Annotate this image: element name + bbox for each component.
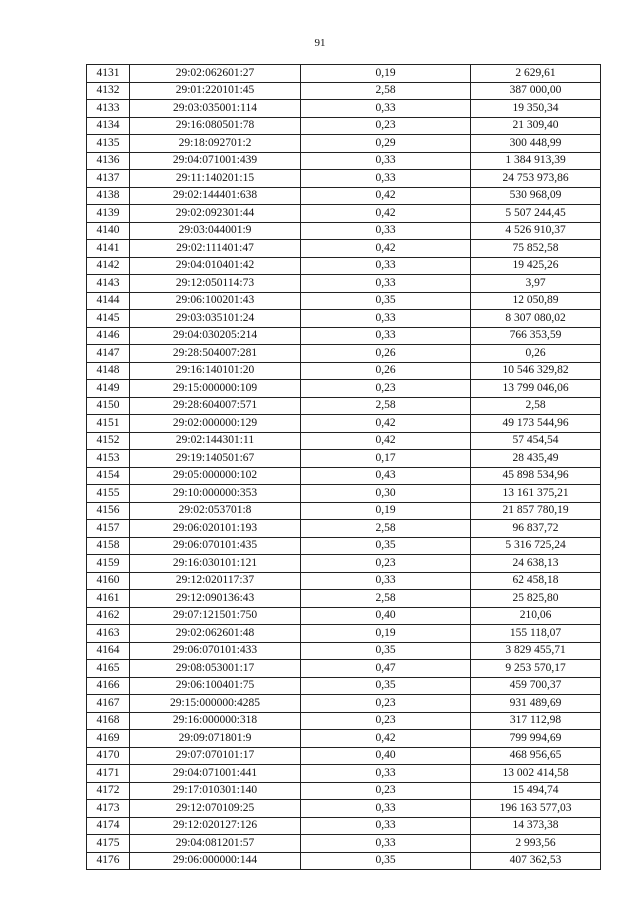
rate-cell: 0,23 <box>301 380 471 398</box>
table-row <box>87 485 601 503</box>
table-row <box>87 275 601 293</box>
row-number-cell: 4156 <box>87 502 130 520</box>
cadastral-number-cell: 29:06:100201:43 <box>130 292 301 310</box>
amount-cell: 155 118,07 <box>471 625 601 643</box>
row-number-cell: 4135 <box>87 135 130 153</box>
rate-cell: 0,40 <box>301 607 471 625</box>
page-number: 91 <box>314 37 326 49</box>
table-body <box>87 65 601 870</box>
table-row <box>87 800 601 818</box>
amount-cell: 21 857 780,19 <box>471 502 601 520</box>
rate-cell: 0,33 <box>301 817 471 835</box>
amount-cell: 3,97 <box>471 275 601 293</box>
cadastral-number-cell: 29:02:053701:8 <box>130 502 301 520</box>
rate-cell: 0,33 <box>301 800 471 818</box>
table-row <box>87 152 601 170</box>
cadastral-number-cell: 29:12:070109:25 <box>130 800 301 818</box>
amount-cell: 2,58 <box>471 397 601 415</box>
rate-cell: 0,42 <box>301 730 471 748</box>
cadastral-number-cell: 29:12:020117:37 <box>130 572 301 590</box>
row-number-cell: 4170 <box>87 747 130 765</box>
row-number-cell: 4134 <box>87 117 130 135</box>
rate-cell: 0,23 <box>301 555 471 573</box>
amount-cell: 13 002 414,58 <box>471 765 601 783</box>
table-row <box>87 187 601 205</box>
row-number-cell: 4140 <box>87 222 130 240</box>
table-row <box>87 117 601 135</box>
amount-cell: 19 350,34 <box>471 100 601 118</box>
amount-cell: 2 629,61 <box>471 65 601 83</box>
table-row <box>87 695 601 713</box>
amount-cell: 210,06 <box>471 607 601 625</box>
amount-cell: 15 494,74 <box>471 782 601 800</box>
amount-cell: 4 526 910,37 <box>471 222 601 240</box>
row-number-cell: 4137 <box>87 170 130 188</box>
table-row <box>87 625 601 643</box>
rate-cell: 0,33 <box>301 835 471 853</box>
rate-cell: 0,29 <box>301 135 471 153</box>
rate-cell: 0,47 <box>301 660 471 678</box>
row-number-cell: 4174 <box>87 817 130 835</box>
amount-cell: 75 852,58 <box>471 240 601 258</box>
amount-cell: 530 968,09 <box>471 187 601 205</box>
rate-cell: 2,58 <box>301 520 471 538</box>
table-row <box>87 817 601 835</box>
cadastral-number-cell: 29:04:081201:57 <box>130 835 301 853</box>
table-row <box>87 450 601 468</box>
cadastral-number-cell: 29:02:144301:11 <box>130 432 301 450</box>
table-row <box>87 100 601 118</box>
row-number-cell: 4167 <box>87 695 130 713</box>
cadastral-number-cell: 29:04:030205:214 <box>130 327 301 345</box>
cadastral-number-cell: 29:08:053001:17 <box>130 660 301 678</box>
rate-cell: 0,42 <box>301 205 471 223</box>
row-number-cell: 4142 <box>87 257 130 275</box>
cadastral-number-cell: 29:09:071801:9 <box>130 730 301 748</box>
row-number-cell: 4133 <box>87 100 130 118</box>
row-number-cell: 4139 <box>87 205 130 223</box>
rate-cell: 0,33 <box>301 327 471 345</box>
rate-cell: 0,26 <box>301 345 471 363</box>
rate-cell: 0,40 <box>301 747 471 765</box>
rate-cell: 0,35 <box>301 852 471 870</box>
row-number-cell: 4176 <box>87 852 130 870</box>
table-row <box>87 415 601 433</box>
cadastral-number-cell: 29:02:111401:47 <box>130 240 301 258</box>
row-number-cell: 4131 <box>87 65 130 83</box>
cadastral-number-cell: 29:15:000000:4285 <box>130 695 301 713</box>
cadastral-number-cell: 29:16:140101:20 <box>130 362 301 380</box>
amount-cell: 10 546 329,82 <box>471 362 601 380</box>
amount-cell: 24 638,13 <box>471 555 601 573</box>
row-number-cell: 4147 <box>87 345 130 363</box>
amount-cell: 19 425,26 <box>471 257 601 275</box>
table-row <box>87 310 601 328</box>
row-number-cell: 4168 <box>87 712 130 730</box>
rate-cell: 2,58 <box>301 590 471 608</box>
row-number-cell: 4144 <box>87 292 130 310</box>
table-row <box>87 852 601 870</box>
cadastral-number-cell: 29:06:070101:435 <box>130 537 301 555</box>
rate-cell: 0,35 <box>301 292 471 310</box>
rate-cell: 0,23 <box>301 782 471 800</box>
row-number-cell: 4171 <box>87 765 130 783</box>
cadastral-number-cell: 29:06:070101:433 <box>130 642 301 660</box>
cadastral-number-cell: 29:07:121501:750 <box>130 607 301 625</box>
row-number-cell: 4159 <box>87 555 130 573</box>
table-row <box>87 135 601 153</box>
amount-cell: 24 753 973,86 <box>471 170 601 188</box>
row-number-cell: 4136 <box>87 152 130 170</box>
table-row <box>87 747 601 765</box>
rate-cell: 0,33 <box>301 310 471 328</box>
cadastral-number-cell: 29:11:140201:15 <box>130 170 301 188</box>
table-row <box>87 222 601 240</box>
cadastral-number-cell: 29:03:044001:9 <box>130 222 301 240</box>
table-row <box>87 380 601 398</box>
row-number-cell: 4138 <box>87 187 130 205</box>
rate-cell: 0,33 <box>301 152 471 170</box>
amount-cell: 13 161 375,21 <box>471 485 601 503</box>
rate-cell: 0,35 <box>301 642 471 660</box>
rate-cell: 0,23 <box>301 117 471 135</box>
cadastral-number-cell: 29:05:000000:102 <box>130 467 301 485</box>
cadastral-number-cell: 29:04:010401:42 <box>130 257 301 275</box>
row-number-cell: 4169 <box>87 730 130 748</box>
row-number-cell: 4152 <box>87 432 130 450</box>
amount-cell: 45 898 534,96 <box>471 467 601 485</box>
amount-cell: 468 956,65 <box>471 747 601 765</box>
data-table <box>86 64 601 870</box>
rate-cell: 0,26 <box>301 362 471 380</box>
rate-cell: 0,42 <box>301 415 471 433</box>
table-row <box>87 82 601 100</box>
rate-cell: 0,19 <box>301 65 471 83</box>
cadastral-number-cell: 29:10:000000:353 <box>130 485 301 503</box>
cadastral-number-cell: 29:19:140501:67 <box>130 450 301 468</box>
rate-cell: 2,58 <box>301 397 471 415</box>
rate-cell: 0,35 <box>301 677 471 695</box>
table-row <box>87 607 601 625</box>
rate-cell: 0,42 <box>301 432 471 450</box>
amount-cell: 799 994,69 <box>471 730 601 748</box>
cadastral-number-cell: 29:16:030101:121 <box>130 555 301 573</box>
rate-cell: 0,33 <box>301 572 471 590</box>
rate-cell: 0,17 <box>301 450 471 468</box>
table-row <box>87 730 601 748</box>
cadastral-number-cell: 29:02:062601:48 <box>130 625 301 643</box>
cadastral-number-cell: 29:12:090136:43 <box>130 590 301 608</box>
table-row <box>87 520 601 538</box>
amount-cell: 13 799 046,06 <box>471 380 601 398</box>
amount-cell: 57 454,54 <box>471 432 601 450</box>
rate-cell: 0,23 <box>301 712 471 730</box>
table-row <box>87 782 601 800</box>
amount-cell: 0,26 <box>471 345 601 363</box>
cadastral-number-cell: 29:01:220101:45 <box>130 82 301 100</box>
row-number-cell: 4149 <box>87 380 130 398</box>
rate-cell: 0,42 <box>301 187 471 205</box>
table-row <box>87 835 601 853</box>
table-row <box>87 345 601 363</box>
table-row <box>87 572 601 590</box>
row-number-cell: 4153 <box>87 450 130 468</box>
cadastral-number-cell: 29:02:144401:638 <box>130 187 301 205</box>
row-number-cell: 4172 <box>87 782 130 800</box>
row-number-cell: 4154 <box>87 467 130 485</box>
table-row <box>87 362 601 380</box>
amount-cell: 459 700,37 <box>471 677 601 695</box>
table-row <box>87 502 601 520</box>
row-number-cell: 4162 <box>87 607 130 625</box>
cadastral-number-cell: 29:02:062601:27 <box>130 65 301 83</box>
amount-cell: 766 353,59 <box>471 327 601 345</box>
table-row <box>87 765 601 783</box>
table-row <box>87 537 601 555</box>
rate-cell: 0,33 <box>301 170 471 188</box>
row-number-cell: 4173 <box>87 800 130 818</box>
row-number-cell: 4150 <box>87 397 130 415</box>
amount-cell: 3 829 455,71 <box>471 642 601 660</box>
cadastral-number-cell: 29:04:071001:439 <box>130 152 301 170</box>
table-row <box>87 712 601 730</box>
row-number-cell: 4161 <box>87 590 130 608</box>
cadastral-number-cell: 29:04:071001:441 <box>130 765 301 783</box>
rate-cell: 0,33 <box>301 275 471 293</box>
row-number-cell: 4155 <box>87 485 130 503</box>
amount-cell: 317 112,98 <box>471 712 601 730</box>
amount-cell: 12 050,89 <box>471 292 601 310</box>
row-number-cell: 4164 <box>87 642 130 660</box>
cadastral-number-cell: 29:03:035101:24 <box>130 310 301 328</box>
amount-cell: 9 253 570,17 <box>471 660 601 678</box>
row-number-cell: 4160 <box>87 572 130 590</box>
amount-cell: 387 000,00 <box>471 82 601 100</box>
rate-cell: 0,43 <box>301 467 471 485</box>
table-row <box>87 327 601 345</box>
cadastral-number-cell: 29:28:504007:281 <box>130 345 301 363</box>
table-row <box>87 65 601 83</box>
amount-cell: 62 458,18 <box>471 572 601 590</box>
cadastral-number-cell: 29:02:092301:44 <box>130 205 301 223</box>
rate-cell: 0,33 <box>301 100 471 118</box>
cadastral-number-cell: 29:17:010301:140 <box>130 782 301 800</box>
table-row <box>87 642 601 660</box>
amount-cell: 5 316 725,24 <box>471 537 601 555</box>
table-row <box>87 432 601 450</box>
table-row <box>87 660 601 678</box>
row-number-cell: 4151 <box>87 415 130 433</box>
table-row <box>87 467 601 485</box>
row-number-cell: 4163 <box>87 625 130 643</box>
row-number-cell: 4166 <box>87 677 130 695</box>
row-number-cell: 4141 <box>87 240 130 258</box>
amount-cell: 8 307 080,02 <box>471 310 601 328</box>
table-row <box>87 257 601 275</box>
amount-cell: 14 373,38 <box>471 817 601 835</box>
cadastral-number-cell: 29:06:020101:193 <box>130 520 301 538</box>
amount-cell: 21 309,40 <box>471 117 601 135</box>
row-number-cell: 4145 <box>87 310 130 328</box>
table-row <box>87 555 601 573</box>
rate-cell: 0,33 <box>301 257 471 275</box>
row-number-cell: 4175 <box>87 835 130 853</box>
rate-cell: 0,33 <box>301 222 471 240</box>
rate-cell: 0,35 <box>301 537 471 555</box>
amount-cell: 407 362,53 <box>471 852 601 870</box>
rate-cell: 0,23 <box>301 695 471 713</box>
row-number-cell: 4148 <box>87 362 130 380</box>
amount-cell: 1 384 913,39 <box>471 152 601 170</box>
table-row <box>87 292 601 310</box>
cadastral-number-cell: 29:18:092701:2 <box>130 135 301 153</box>
table-row <box>87 590 601 608</box>
amount-cell: 931 489,69 <box>471 695 601 713</box>
cadastral-number-cell: 29:15:000000:109 <box>130 380 301 398</box>
table-row <box>87 397 601 415</box>
cadastral-number-cell: 29:06:100401:75 <box>130 677 301 695</box>
table-row <box>87 240 601 258</box>
rate-cell: 0,19 <box>301 625 471 643</box>
table-row <box>87 205 601 223</box>
row-number-cell: 4165 <box>87 660 130 678</box>
cadastral-number-cell: 29:06:000000:144 <box>130 852 301 870</box>
rate-cell: 0,19 <box>301 502 471 520</box>
rate-cell: 0,42 <box>301 240 471 258</box>
rate-cell: 0,30 <box>301 485 471 503</box>
amount-cell: 5 507 244,45 <box>471 205 601 223</box>
row-number-cell: 4158 <box>87 537 130 555</box>
amount-cell: 96 837,72 <box>471 520 601 538</box>
cadastral-number-cell: 29:12:020127:126 <box>130 817 301 835</box>
amount-cell: 300 448,99 <box>471 135 601 153</box>
amount-cell: 28 435,49 <box>471 450 601 468</box>
row-number-cell: 4143 <box>87 275 130 293</box>
cadastral-number-cell: 29:16:080501:78 <box>130 117 301 135</box>
cadastral-number-cell: 29:12:050114:73 <box>130 275 301 293</box>
row-number-cell: 4157 <box>87 520 130 538</box>
rate-cell: 2,58 <box>301 82 471 100</box>
cadastral-number-cell: 29:28:604007:571 <box>130 397 301 415</box>
table-row <box>87 170 601 188</box>
amount-cell: 25 825,80 <box>471 590 601 608</box>
rate-cell: 0,33 <box>301 765 471 783</box>
amount-cell: 196 163 577,03 <box>471 800 601 818</box>
amount-cell: 49 173 544,96 <box>471 415 601 433</box>
amount-cell: 2 993,56 <box>471 835 601 853</box>
row-number-cell: 4146 <box>87 327 130 345</box>
cadastral-number-cell: 29:07:070101:17 <box>130 747 301 765</box>
cadastral-number-cell: 29:03:035001:114 <box>130 100 301 118</box>
cadastral-number-cell: 29:02:000000:129 <box>130 415 301 433</box>
table-row <box>87 677 601 695</box>
cadastral-number-cell: 29:16:000000:318 <box>130 712 301 730</box>
row-number-cell: 4132 <box>87 82 130 100</box>
